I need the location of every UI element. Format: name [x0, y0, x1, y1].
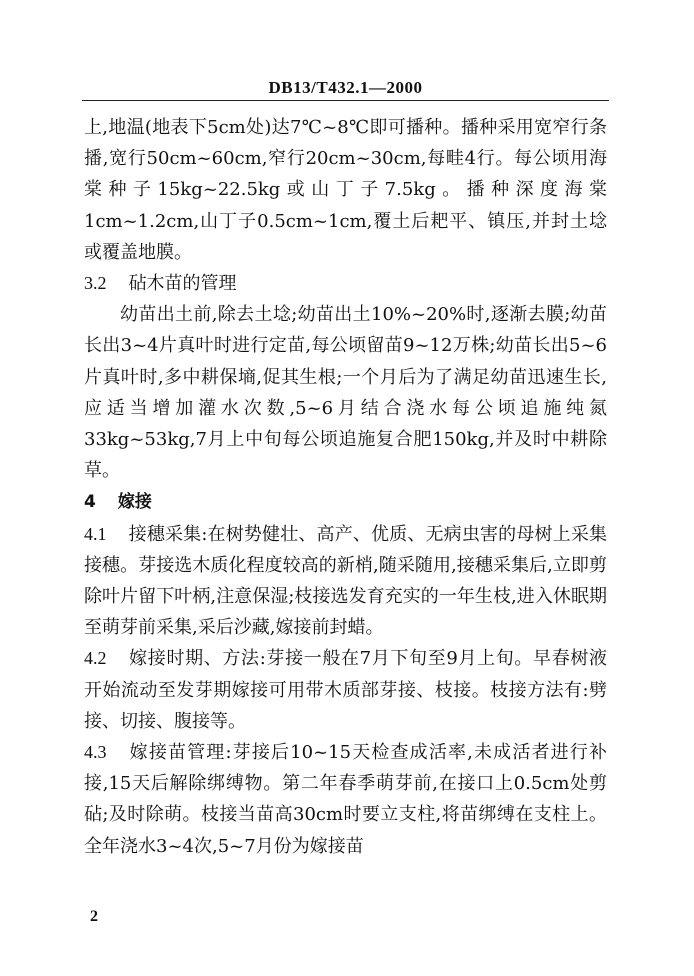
document-header-id: DB13/T432.1—2000 — [268, 78, 423, 97]
item-label: 嫁接时期、方法: — [128, 648, 266, 670]
section-title: 砧木苗的管理 — [128, 273, 237, 295]
item-text: 在树势健壮、高产、优质、无病虫害的母树上采集接穗。芽接选木质化程度较高的新梢,随采随用,接穗采集后,立即剪除叶片留下叶柄,注意保湿;枝接选发育充实的一年生枝,进入休眠期至萌芽前采集,采后沙藏,嫁接前封蜡。 — [84, 523, 607, 639]
item-label: 嫁接苗管理: — [128, 742, 232, 764]
section-number: 4 — [84, 492, 96, 513]
section-heading-4 — [84, 486, 607, 518]
item-number: 4.3 — [84, 742, 107, 763]
item-4-3 — [84, 737, 607, 862]
page-number: 2 — [90, 908, 98, 925]
page-body — [84, 112, 607, 862]
item-label: 接穗采集: — [128, 523, 208, 545]
paragraph-seedling-management: 幼苗出土前,除去土埝;幼苗出土10%~20%时,逐渐去膜;幼苗长出3~4片真叶时进行定苗,每公顷留苗9~12万株;幼苗长出5~6片真叶时,多中耕保墒,促其生根;一个月后为了满足幼苗迅速生长,应适当增加灌水次数,5~6月结合浇水每公顷追施纯氮33kg~53kg,7月上中旬每公顷追施复合肥150kg,并及时中耕除草。 — [84, 304, 607, 482]
section-title: 嫁接 — [117, 492, 152, 513]
item-4-2 — [84, 643, 607, 737]
item-4-1 — [84, 519, 607, 644]
item-number: 4.2 — [84, 648, 107, 669]
section-number: 3.2 — [84, 273, 107, 294]
item-number: 4.1 — [84, 523, 107, 544]
header-rule — [82, 100, 609, 101]
paragraph-sowing: 上,地温(地表下5cm处)达7℃~8℃即可播种。播种采用宽窄行条播,宽行50cm~60cm,窄行20cm~30cm,每畦4行。每公顷用海棠种子15kg~22.5kg或山丁子7.5kg。播种深度海棠1cm~1.2cm,山丁子0.5cm~1cm,覆土后耙平、镇压,并封土埝或覆盖地膜。 — [84, 117, 607, 263]
item-text: 芽接后10~15天检查成活率,未成活者进行补接,15天后解除绑缚物。第二年春季萌芽前,在接口上0.5cm处剪砧;及时除萌。枝接当苗高30cm时要立支柱,将苗绑缚在支柱上。全年浇水3~4次,5~7月份为嫁接苗 — [84, 742, 607, 857]
section-heading-3-2 — [84, 268, 607, 299]
item-text: 芽接一般在7月下旬至9月上旬。早春树液开始流动至发芽期嫁接可用带木质部芽接、枝接。枝接方法有:劈接、切接、腹接等。 — [84, 648, 607, 732]
